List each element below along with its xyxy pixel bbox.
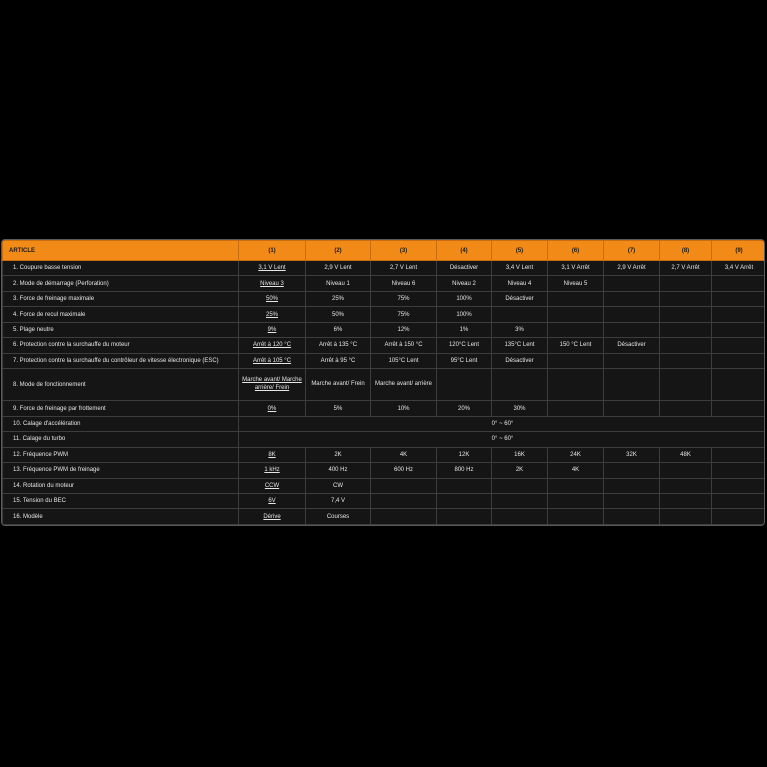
value-cell: [712, 353, 766, 368]
value-cell: [492, 307, 548, 322]
value-cell: Arrêt à 150 °C: [371, 338, 437, 353]
value-cell: 5%: [306, 401, 371, 416]
default-value-cell: 0%: [239, 401, 306, 416]
value-cell: [371, 509, 437, 525]
value-cell: [660, 276, 712, 291]
value-cell: 30%: [492, 401, 548, 416]
value-cell: Désactiver: [604, 338, 660, 353]
value-cell: [660, 478, 712, 493]
table-row: [3, 494, 766, 509]
header-col-5: (5): [492, 241, 548, 261]
value-cell: Niveau 2: [437, 276, 492, 291]
value-cell: [604, 291, 660, 306]
value-cell: 1%: [437, 322, 492, 337]
table-row: [3, 369, 766, 401]
header-col-1: (1): [239, 241, 306, 261]
value-cell: 25%: [306, 291, 371, 306]
value-cell: [548, 291, 604, 306]
table-row: [3, 291, 766, 306]
value-cell: [660, 369, 712, 401]
value-cell: 2K: [492, 463, 548, 478]
value-cell: [712, 307, 766, 322]
default-value-cell: Marche avant/ Marche arrière/ Frein: [239, 369, 306, 401]
value-cell: 20%: [437, 401, 492, 416]
value-cell: 2K: [306, 447, 371, 462]
value-cell: [712, 463, 766, 478]
table-row: [3, 463, 766, 478]
table-row: [3, 509, 766, 525]
value-cell: Niveau 6: [371, 276, 437, 291]
value-cell: [660, 401, 712, 416]
value-cell: 3,4 V Lent: [492, 261, 548, 276]
row-label: 10. Calage d'accélération: [3, 416, 239, 431]
value-cell: 3,1 V Arrêt: [548, 261, 604, 276]
value-cell: [492, 369, 548, 401]
value-cell: 2,9 V Lent: [306, 261, 371, 276]
value-cell: Niveau 5: [548, 276, 604, 291]
value-cell: 16K: [492, 447, 548, 462]
value-cell: [492, 509, 548, 525]
value-cell: 100%: [437, 291, 492, 306]
row-label: 1. Coupure basse tension: [3, 261, 239, 276]
default-value-cell: Dérive: [239, 509, 306, 525]
value-cell: [712, 291, 766, 306]
value-cell: [548, 478, 604, 493]
value-cell: 4K: [371, 447, 437, 462]
value-cell: [712, 509, 766, 525]
value-cell: 12%: [371, 322, 437, 337]
value-cell: [660, 509, 712, 525]
row-label: 9. Force de freinage par frottement: [3, 401, 239, 416]
value-cell: [660, 463, 712, 478]
header-col-9: (9): [712, 241, 766, 261]
value-cell: [660, 353, 712, 368]
value-cell: 2,7 V Arrêt: [660, 261, 712, 276]
default-value-cell: Niveau 3: [239, 276, 306, 291]
value-cell: [712, 338, 766, 353]
row-label: 7. Protection contre la surchauffe du contrôleur de vitesse électronique (ESC): [3, 353, 239, 368]
value-cell: 10%: [371, 401, 437, 416]
value-cell: [548, 509, 604, 525]
row-label: 3. Force de freinage maximale: [3, 291, 239, 306]
value-cell: Niveau 4: [492, 276, 548, 291]
value-cell: 120°C Lent: [437, 338, 492, 353]
value-cell: [604, 276, 660, 291]
value-cell: Marche avant/ arrière: [371, 369, 437, 401]
value-cell: [712, 401, 766, 416]
row-label: 8. Mode de fonctionnement: [3, 369, 239, 401]
value-cell: [437, 509, 492, 525]
row-label: 11. Calage du turbo: [3, 432, 239, 447]
value-cell: 400 Hz: [306, 463, 371, 478]
value-cell: [492, 478, 548, 493]
header-article: ARTICLE: [3, 241, 239, 261]
value-cell: [604, 369, 660, 401]
value-cell: 50%: [306, 307, 371, 322]
value-cell: 95°C Lent: [437, 353, 492, 368]
value-cell: 32K: [604, 447, 660, 462]
default-value-cell: Arrêt à 105 °C: [239, 353, 306, 368]
value-cell: 135°C Lent: [492, 338, 548, 353]
value-cell: [437, 478, 492, 493]
value-cell: Désactiver: [437, 261, 492, 276]
value-cell: CW: [306, 478, 371, 493]
table-row: [3, 478, 766, 493]
value-cell: [604, 322, 660, 337]
value-cell: 75%: [371, 291, 437, 306]
default-value-cell: 25%: [239, 307, 306, 322]
range-cell: 0° ~ 60°: [239, 416, 766, 431]
value-cell: 75%: [371, 307, 437, 322]
value-cell: [548, 322, 604, 337]
value-cell: [604, 353, 660, 368]
header-col-4: (4): [437, 241, 492, 261]
row-label: 5. Plage neutre: [3, 322, 239, 337]
default-value-cell: Arrêt à 120 °C: [239, 338, 306, 353]
value-cell: Marche avant/ Frein: [306, 369, 371, 401]
value-cell: 100%: [437, 307, 492, 322]
header-col-8: (8): [660, 241, 712, 261]
value-cell: [660, 307, 712, 322]
table-body: [3, 261, 766, 525]
row-label: 6. Protection contre la surchauffe du moteur: [3, 338, 239, 353]
value-cell: Arrêt à 135 °C: [306, 338, 371, 353]
value-cell: [548, 307, 604, 322]
default-value-cell: 8K: [239, 447, 306, 462]
value-cell: 600 Hz: [371, 463, 437, 478]
table-row: [3, 447, 766, 462]
table-row: [3, 276, 766, 291]
value-cell: [660, 494, 712, 509]
table-row: [3, 322, 766, 337]
default-value-cell: 50%: [239, 291, 306, 306]
default-value-cell: CCW: [239, 478, 306, 493]
value-cell: 800 Hz: [437, 463, 492, 478]
header-col-3: (3): [371, 241, 437, 261]
value-cell: [548, 401, 604, 416]
value-cell: Arrêt à 95 °C: [306, 353, 371, 368]
value-cell: [712, 478, 766, 493]
row-label: 14. Rotation du moteur: [3, 478, 239, 493]
value-cell: [660, 322, 712, 337]
table-row: [3, 307, 766, 322]
table-header-row: [3, 241, 766, 261]
table-row: [3, 432, 766, 447]
default-value-cell: 1 kHz: [239, 463, 306, 478]
header-col-6: (6): [548, 241, 604, 261]
value-cell: [660, 338, 712, 353]
value-cell: [371, 478, 437, 493]
value-cell: Courses: [306, 509, 371, 525]
default-value-cell: 9%: [239, 322, 306, 337]
value-cell: Désactiver: [492, 353, 548, 368]
row-label: 2. Mode de démarrage (Perforation): [3, 276, 239, 291]
value-cell: [712, 276, 766, 291]
value-cell: 24K: [548, 447, 604, 462]
value-cell: [712, 322, 766, 337]
table-row: [3, 353, 766, 368]
value-cell: 6%: [306, 322, 371, 337]
value-cell: 2,9 V Arrêt: [604, 261, 660, 276]
value-cell: 4K: [548, 463, 604, 478]
row-label: 16. Modèle: [3, 509, 239, 525]
value-cell: [604, 463, 660, 478]
value-cell: [604, 509, 660, 525]
value-cell: 3,4 V Arrêt: [712, 261, 766, 276]
value-cell: 7,4 V: [306, 494, 371, 509]
value-cell: [604, 478, 660, 493]
settings-table-container: [1, 239, 765, 526]
value-cell: [660, 291, 712, 306]
table-row: [3, 261, 766, 276]
value-cell: [492, 494, 548, 509]
value-cell: 2,7 V Lent: [371, 261, 437, 276]
row-label: 4. Force de recul maximale: [3, 307, 239, 322]
row-label: 12. Fréquence PWM: [3, 447, 239, 462]
header-col-2: (2): [306, 241, 371, 261]
value-cell: [548, 369, 604, 401]
default-value-cell: 6V: [239, 494, 306, 509]
value-cell: [548, 353, 604, 368]
table-row: [3, 338, 766, 353]
value-cell: 150 °C Lent: [548, 338, 604, 353]
value-cell: Niveau 1: [306, 276, 371, 291]
range-cell: 0° ~ 60°: [239, 432, 766, 447]
value-cell: [712, 447, 766, 462]
value-cell: Désactiver: [492, 291, 548, 306]
header-col-7: (7): [604, 241, 660, 261]
value-cell: [437, 369, 492, 401]
row-label: 15. Tension du BEC: [3, 494, 239, 509]
value-cell: [712, 369, 766, 401]
value-cell: [604, 401, 660, 416]
value-cell: [604, 307, 660, 322]
value-cell: 48K: [660, 447, 712, 462]
esc-settings-table: [2, 240, 765, 525]
value-cell: 12K: [437, 447, 492, 462]
value-cell: 105°C Lent: [371, 353, 437, 368]
table-row: [3, 416, 766, 431]
value-cell: [604, 494, 660, 509]
row-label: 13. Fréquence PWM de freinage: [3, 463, 239, 478]
value-cell: [437, 494, 492, 509]
default-value-cell: 3,1 V Lent: [239, 261, 306, 276]
value-cell: 3%: [492, 322, 548, 337]
value-cell: [548, 494, 604, 509]
table-row: [3, 401, 766, 416]
value-cell: [371, 494, 437, 509]
value-cell: [712, 494, 766, 509]
